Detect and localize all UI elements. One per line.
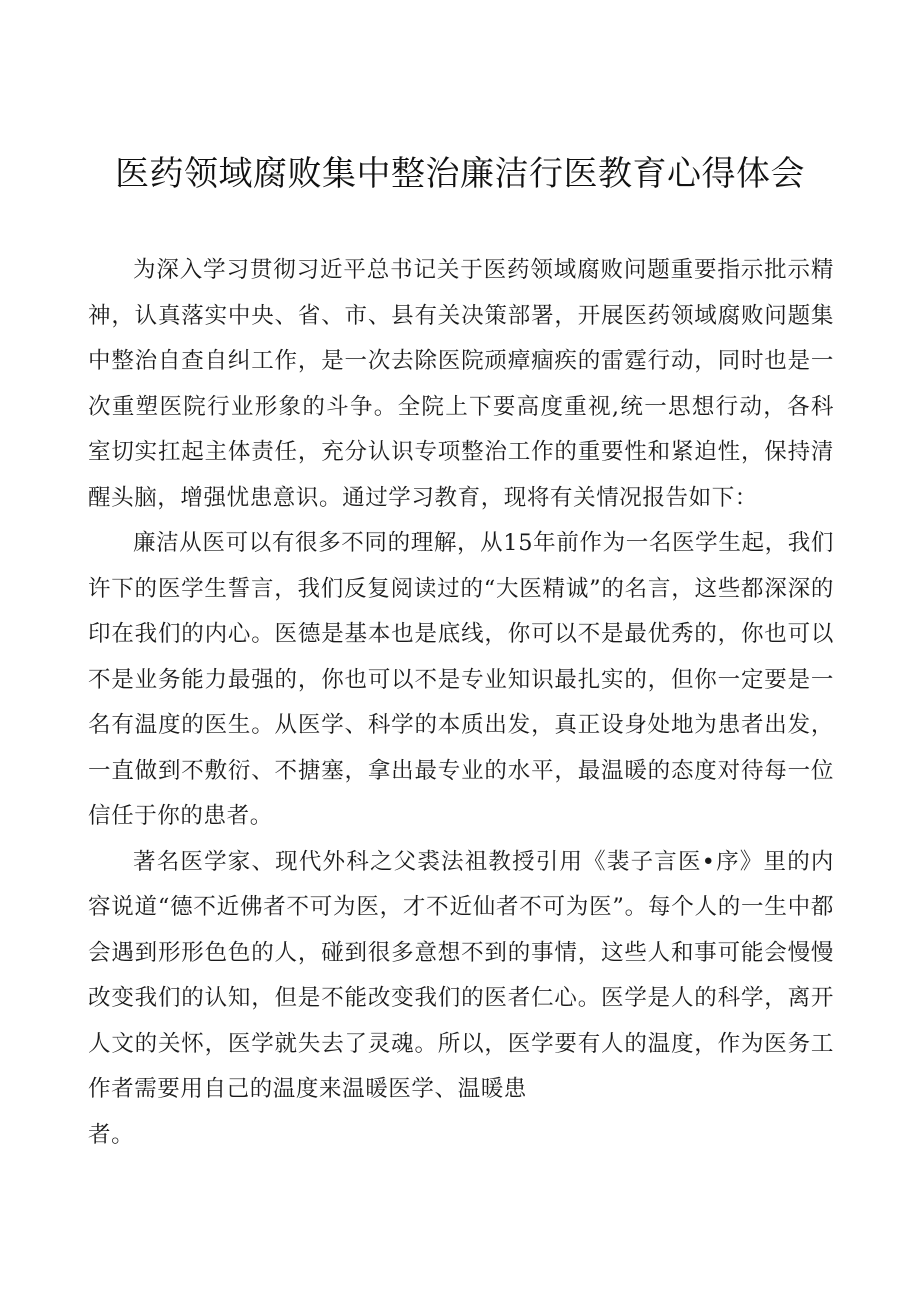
paragraph-1: 为深入学习贯彻习近平总书记关于医药领域腐败问题重要指示批示精神，认真落实中央、省、市、县有关决策部署，开展医药领域腐败问题集中整治自查自纠工作，是一次去除医院顽瘴痼疾的雷霆行动，同时也是一次重塑医院行业形象的斗争。全院上下要高度重视,统一思想行动，各科室切实扛起主体责任，充分认识专项整治工作的重要性和紧迫性，保持清醒头脑，增强忧患意识。通过学习教育，现将有关情况报告如下： <box>88 257 834 511</box>
document-body <box>88 248 834 1158</box>
paragraph-3-tail: 者。 <box>88 1121 135 1148</box>
document-title: 医药领域腐败集中整治廉洁行医教育心得体会 <box>115 154 805 194</box>
paragraph-2: 廉洁从医可以有很多不同的理解，从15年前作为一名医学生起，我们许下的医学生誓言，我们反复阅读过的“大医精诚”的名言，这些都深深的印在我们的内心。医德是基本也是底线，你可以不是最优秀的，你也可以不是业务能力最强的，你也可以不是专业知识最扎实的，但你一定要是一名有温度的医生。从医学、科学的本质出发，真正设身处地为患者出发，一直做到不敷衍、不搪塞，拿出最专业的水平，最温暖的态度对待每一位信任于你的患者。 <box>88 530 834 829</box>
paragraph-3: 著名医学家、现代外科之父裘法祖教授引用《裴子言医•序》里的内容说道“德不近佛者不可为医，才不近仙者不可为医”。每个人的一生中都会遇到形形色色的人，碰到很多意想不到的事情，这些人和事可能会慢慢改变我们的认知，但是不能改变我们的医者仁心。医学是人的科学，离开人文的关怀，医学就失去了灵魂。所以，医学要有人的温度，作为医务工作者需要用自己的温度来温暖医学、温暖患 <box>88 848 834 1102</box>
